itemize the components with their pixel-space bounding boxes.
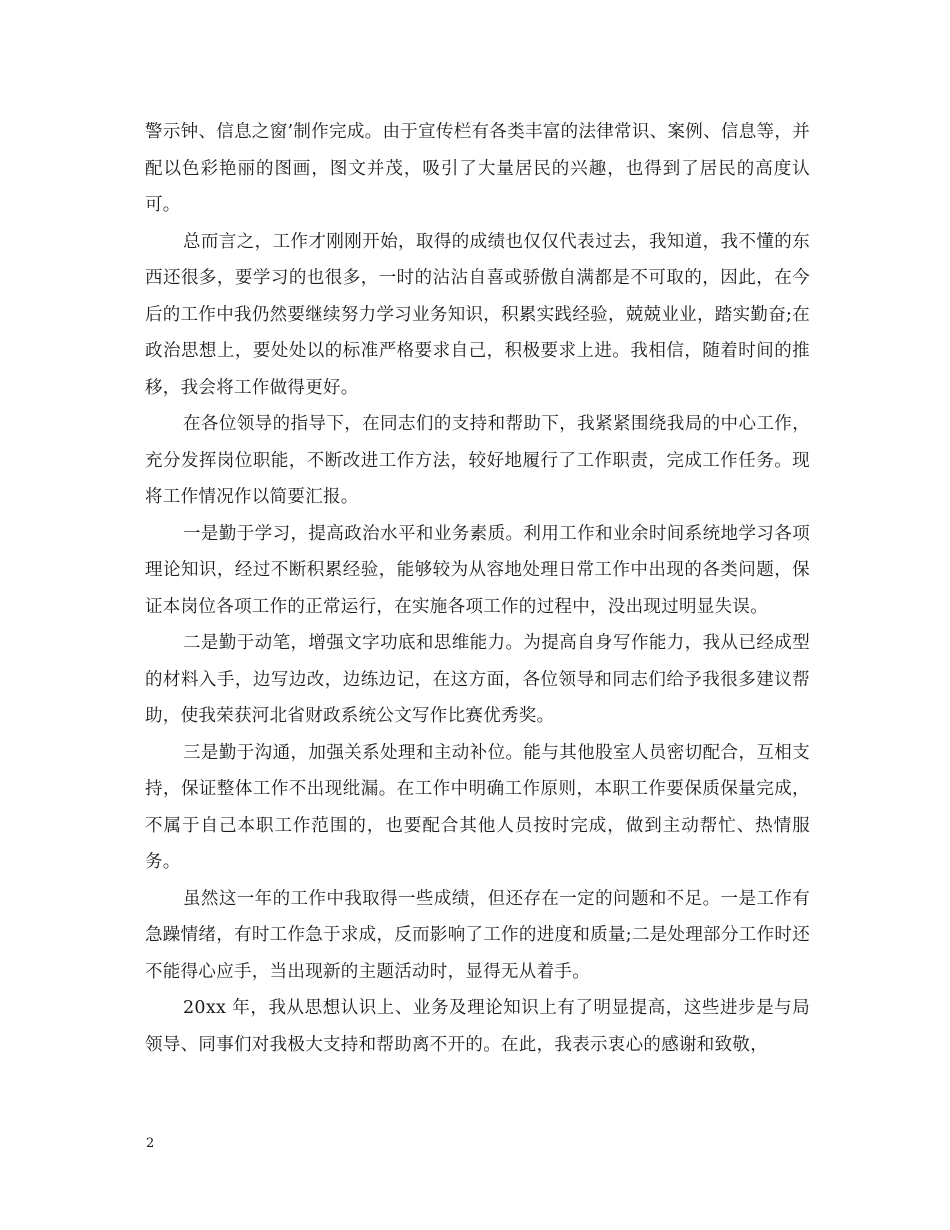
paragraph-communication: 三是勤于沟通，加强关系处理和主动补位。能与其他股室人员密切配合，互相支持，保证整体工作不出现纰漏。在工作中明确工作原则，本职工作要保质保量完成，不属于自己本职工作范围的，也要配合其他人员按时完成，做到主动帮忙、热情服务。 [145, 742, 810, 872]
paragraph-writing: 二是勤于动笔，增强文字功底和思维能力。为提高自身写作能力，我从已经成型的材料入手，边写边改，边练边记，在这方面，各位领导和同志们给予我很多建议帮助，使我荣获河北省财政系统公文写作比赛优秀奖。 [145, 633, 810, 726]
page-number: 2 [146, 1136, 155, 1151]
paragraph-introduction: 在各位领导的指导下，在同志们的支持和帮助下，我紧紧围绕我局的中心工作，充分发挥岗位职能，不断改进工作方法，较好地履行了工作职责，完成工作任务。现将工作情况作以简要汇报。 [145, 414, 810, 507]
document-body [145, 114, 810, 1063]
paragraph-continuation: 警示钟、信息之窗’制作完成。由于宣传栏有各类丰富的法律常识、案例、信息等，并配以色彩艳丽的图画，图文并茂，吸引了大量居民的兴趣，也得到了居民的高度认可。 [145, 122, 810, 215]
paragraph-gratitude: 20xx 年，我从思想认识上、业务及理论知识上有了明显提高，这些进步是与局领导、同事们对我极大支持和帮助离不开的。在此，我表示衷心的感谢和致敬， [145, 998, 810, 1055]
paragraph-study: 一是勤于学习，提高政治水平和业务素质。利用工作和业余时间系统地学习各项理论知识，经过不断积累经验，能够较为从容地处理日常工作中出现的各类问题，保证本岗位各项工作的正常运行，在实施各项工作的过程中，没出现过明显失误。 [145, 523, 810, 617]
paragraph-shortcomings: 虽然这一年的工作中我取得一些成绩，但还存在一定的问题和不足。一是工作有急躁情绪，有时工作急于求成，反而影响了工作的进度和质量;二是处理部分工作时还不能得心应手，当出现新的主题活动时，显得无从着手。 [145, 888, 810, 982]
paragraph-summary: 总而言之，工作才刚刚开始，取得的成绩也仅仅代表过去，我知道，我不懂的东西还很多，要学习的也很多，一时的沾沾自喜或骄傲自满都是不可取的，因此，在今后的工作中我仍然要继续努力学习业务知识，积累实践经验，兢兢业业，踏实勤奋;在政治思想上，要处处以的标准严格要求自己，积极要求上进。我相信，随着时间的推移，我会将工作做得更好。 [145, 231, 810, 398]
